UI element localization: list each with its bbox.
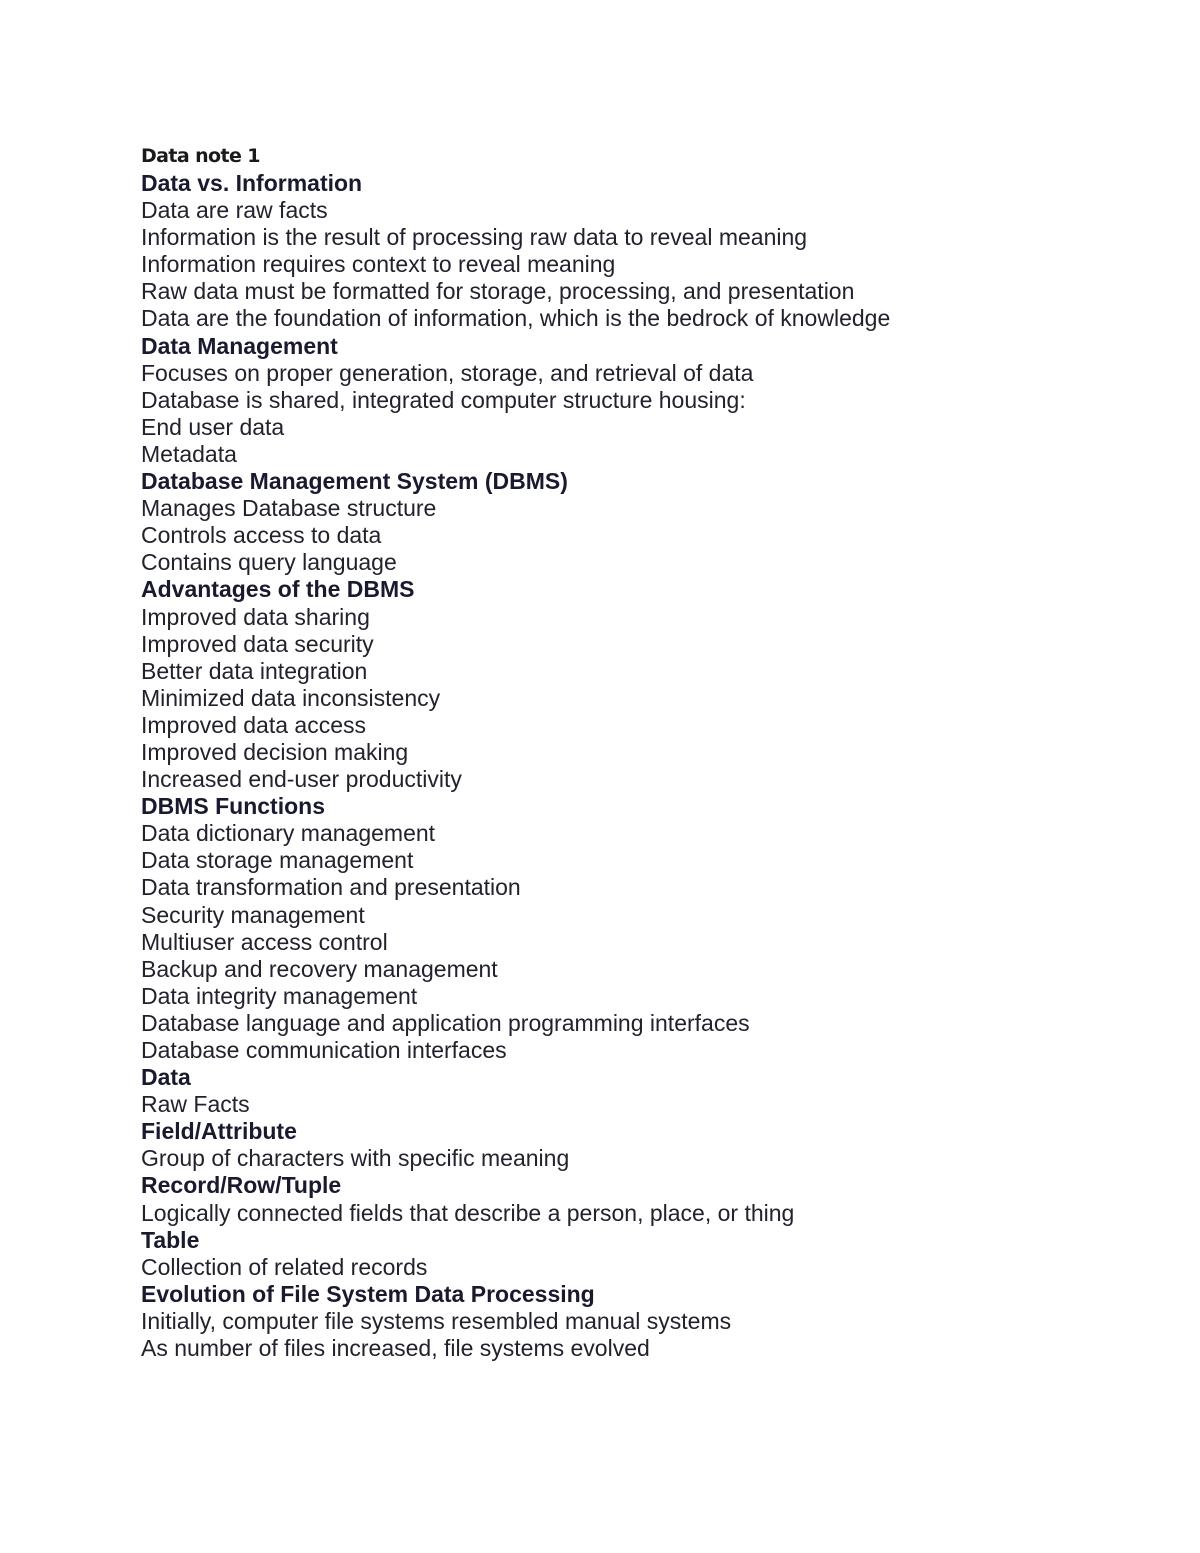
text-line: Data are the foundation of information, which is the bedrock of knowledge: [141, 305, 891, 332]
text-line: Database language and application programming interfaces: [141, 1009, 750, 1036]
text-line: Database communication interfaces: [141, 1037, 507, 1063]
text-line: Backup and recovery management: [141, 955, 498, 982]
text-line: Data transformation and presentation: [141, 874, 521, 901]
text-line: Group of characters with specific meaning: [141, 1145, 570, 1172]
text-line: Collection of related records: [141, 1253, 428, 1280]
text-line: Improved decision making: [141, 738, 409, 765]
text-line: Multiuser access control: [141, 928, 388, 955]
section-heading: Data vs. Information: [141, 170, 363, 196]
text-line: Focuses on proper generation, storage, and retrieval of data: [141, 359, 754, 386]
section-heading: Table: [141, 1226, 200, 1253]
text-line: Minimized data inconsistency: [141, 684, 441, 711]
document-page: [141, 143, 1141, 1362]
text-line: Metadata: [141, 440, 237, 467]
text-line: Information is the result of processing raw data to reveal meaning: [141, 224, 808, 251]
section-heading: DBMS Functions: [141, 793, 325, 820]
text-line: Logically connected fields that describe a person, place, or thing: [141, 1199, 795, 1226]
section-heading: Record/Row/Tuple: [141, 1172, 342, 1199]
text-line: Improved data security: [141, 630, 374, 657]
text-line: Data are raw facts: [141, 197, 328, 224]
text-line: Controls access to data: [141, 522, 382, 549]
text-line: Data storage management: [141, 847, 414, 874]
text-line: End user data: [141, 413, 285, 440]
text-line: Data dictionary management: [141, 820, 436, 847]
text-line: Security management: [141, 901, 365, 928]
section-heading: Field/Attribute: [141, 1118, 297, 1145]
text-line: Database is shared, integrated computer structure housing:: [141, 386, 746, 413]
text-line: As number of files increased, file systems evolved: [141, 1335, 650, 1362]
text-line: Information requires context to reveal meaning: [141, 251, 616, 278]
text-line: Improved data access: [141, 711, 367, 738]
section-heading: Database Management System (DBMS): [141, 468, 568, 495]
text-line: Contains query language: [141, 549, 397, 576]
text-line: Better data integration: [141, 657, 368, 684]
section-heading: Advantages of the DBMS: [141, 576, 415, 603]
document-body: [141, 170, 1141, 1362]
text-line: Raw data must be formatted for storage, processing, and presentation: [141, 278, 855, 305]
text-line: Increased end-user productivity: [141, 766, 462, 793]
text-line: Raw Facts: [141, 1091, 250, 1118]
text-line: Initially, computer file systems resembled manual systems: [141, 1307, 732, 1334]
section-heading: Data: [141, 1064, 191, 1091]
section-heading: Evolution of File System Data Processing: [141, 1280, 595, 1307]
section-heading: Data Management: [141, 332, 338, 359]
text-line: Manages Database structure: [141, 495, 437, 522]
document-title: Data note 1: [141, 145, 260, 167]
text-line: Data integrity management: [141, 982, 418, 1009]
text-line: Improved data sharing: [141, 603, 370, 630]
